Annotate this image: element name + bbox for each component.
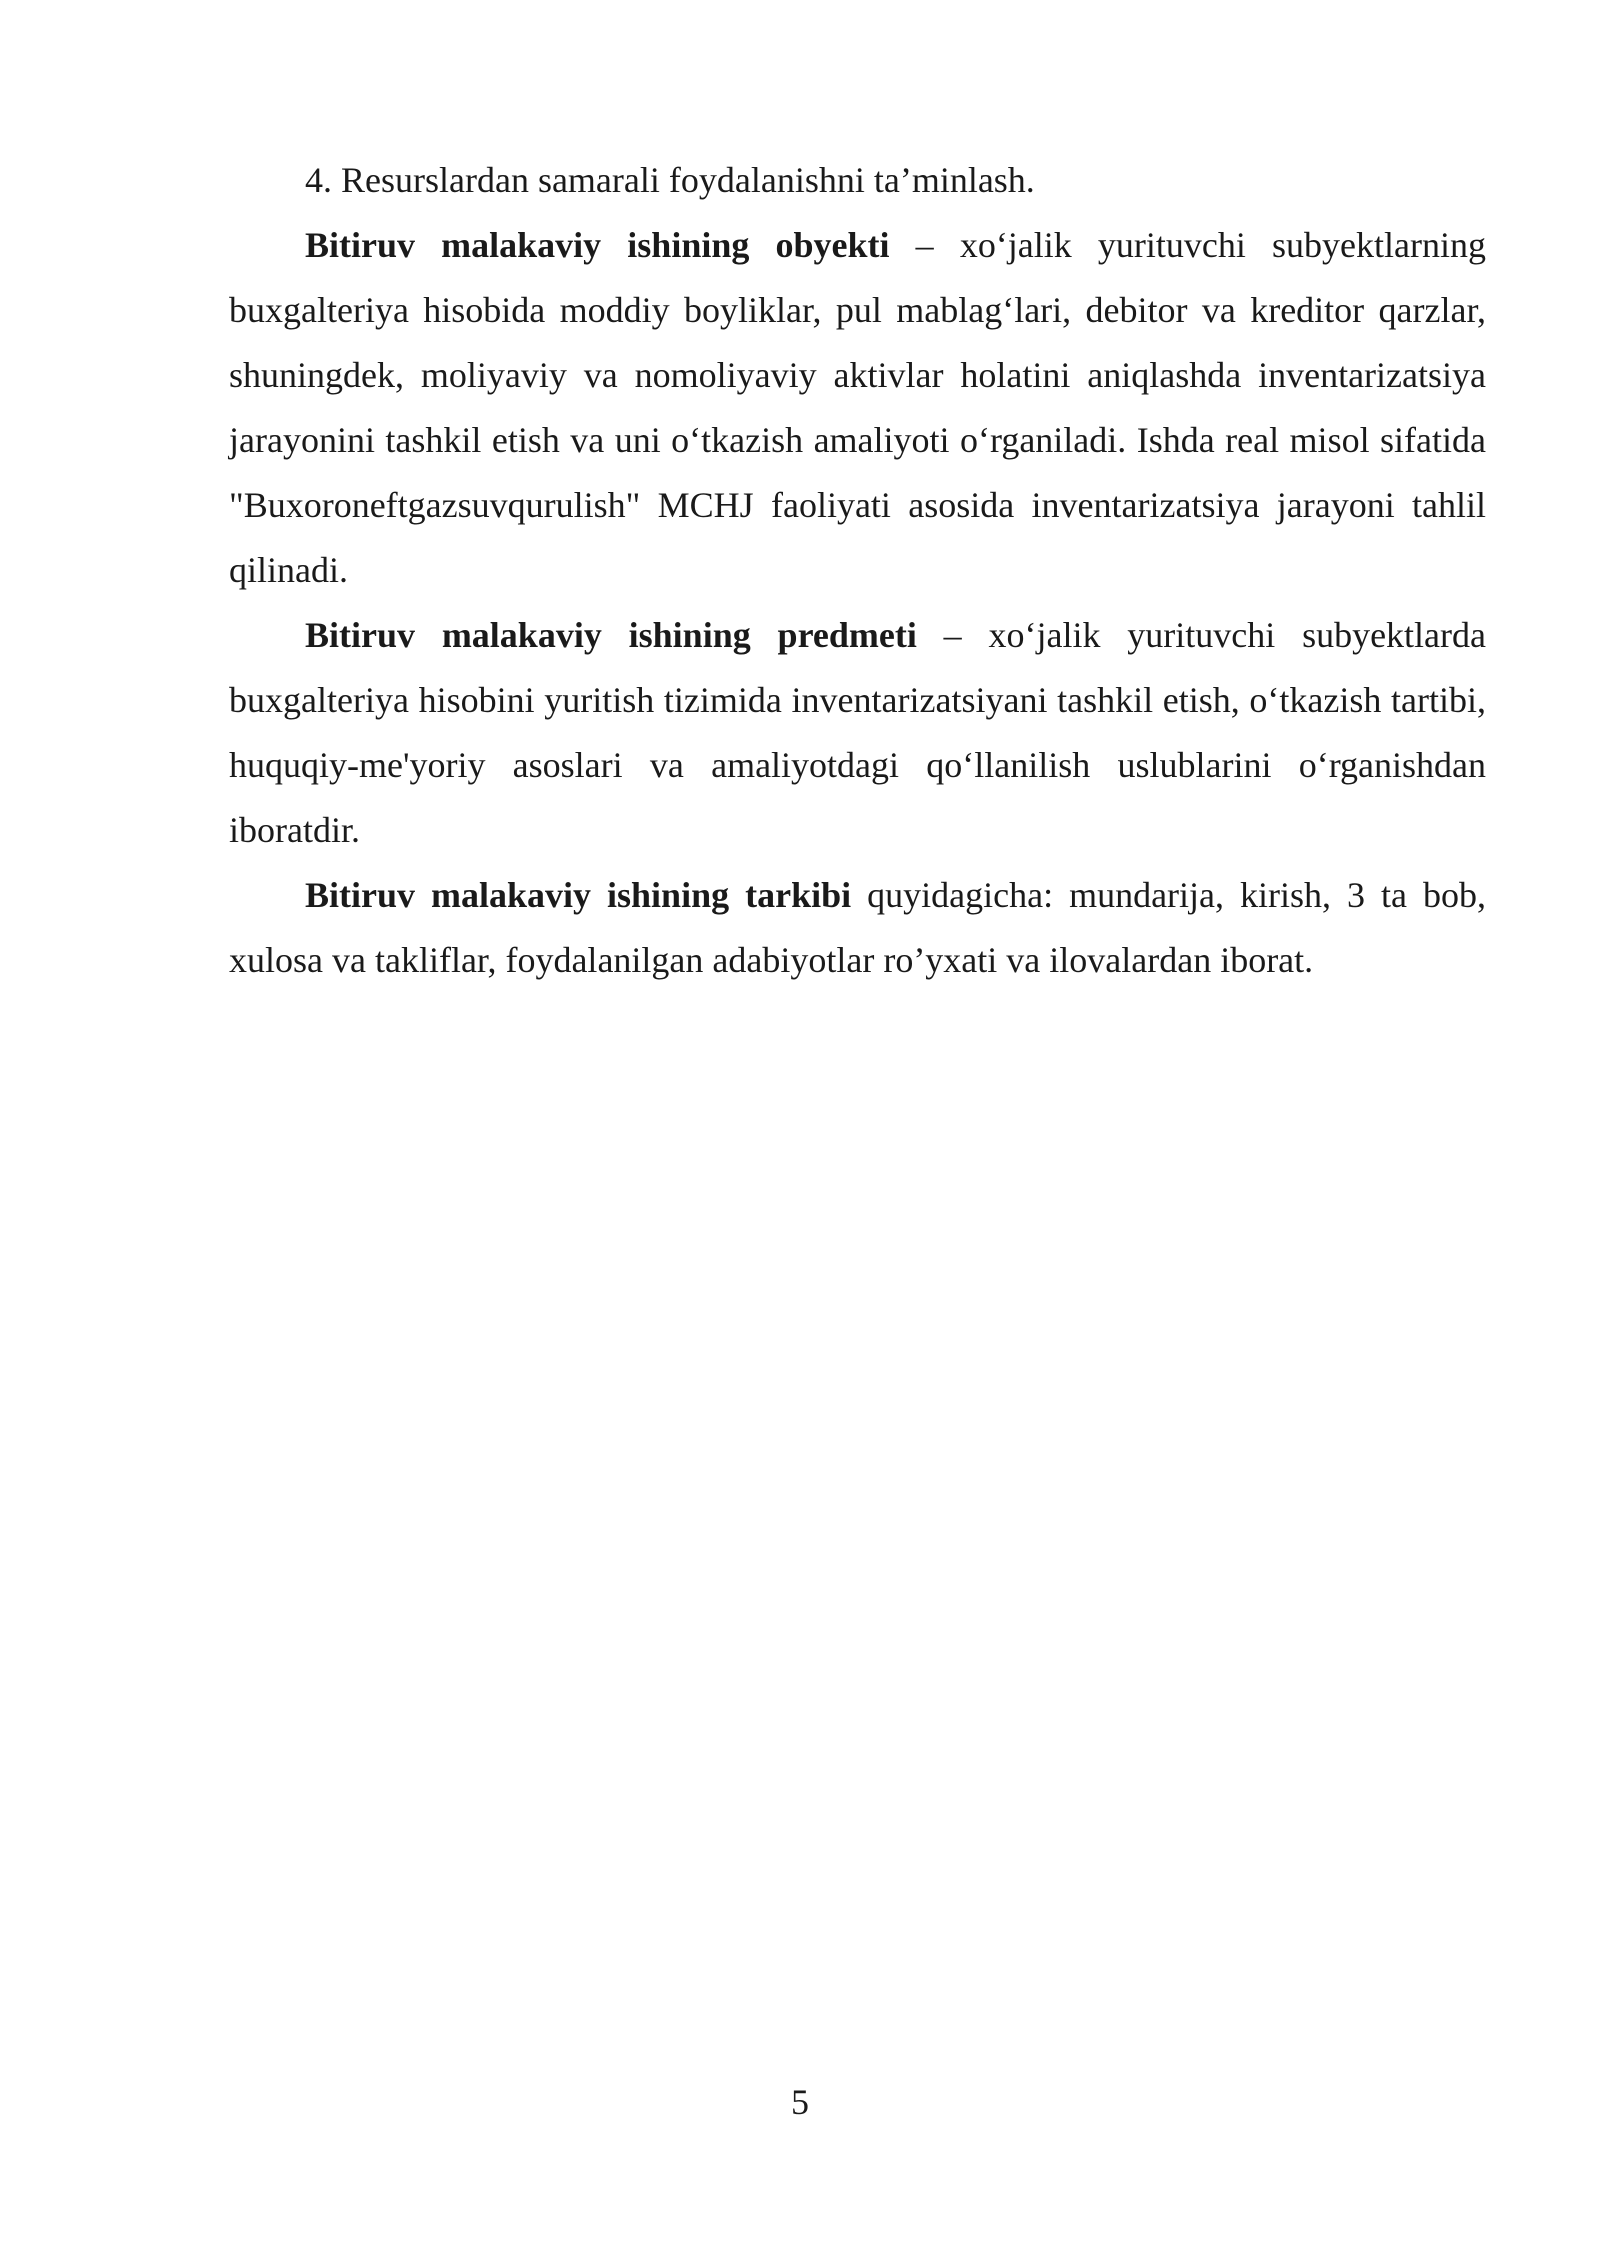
paragraph-lead: Bitiruv malakaviy ishining tarkibi bbox=[305, 875, 852, 915]
page-number: 5 bbox=[791, 2082, 809, 2122]
paragraph-text: – xo‘jalik yurituvchi subyektlarda buxgalteriya hisobini yuritish tizimida inventarizatsiyani tashkil etish, o‘tkazish tartibi, huquqiy-me'yoriy asoslari va amaliyotdagi qo‘llanilish uslublarini o‘rganishdan iboratdir. bbox=[229, 615, 1487, 850]
paragraph-lead: Bitiruv malakaviy ishining predmeti bbox=[305, 615, 917, 655]
body-text bbox=[229, 148, 1486, 993]
paragraph-lead: Bitiruv malakaviy ishining obyekti bbox=[305, 225, 890, 265]
paragraph-goal-4 bbox=[229, 148, 1486, 213]
paragraph-text: 4. Resurslardan samarali foydalanishni ta’minlash. bbox=[305, 160, 1035, 200]
paragraph-text: – xo‘jalik yurituvchi subyektlarning buxgalteriya hisobida moddiy boyliklar, pul mablag‘lari, debitor va kreditor qarzlar, shuningdek, moliyaviy va nomoliyaviy aktivlar holatini aniqlashda inventarizatsiya jarayonini tashkil etish va uni o‘tkazish amaliyoti o‘rganiladi. Ishda real misol sifatida "Buxoroneftgazsuvqurulish" MCHJ faoliyati asosida inventarizatsiya jarayoni tahlil qilinadi. bbox=[229, 225, 1486, 590]
paragraph-text: quyidagicha: mundarija, kirish, 3 ta bob, xulosa va takliflar, foydalanilgan adabiyotlar ro’yxati va ilovalardan iborat. bbox=[229, 875, 1486, 980]
paragraph-subject bbox=[229, 603, 1486, 863]
paragraph-structure bbox=[229, 863, 1486, 993]
paragraph-object bbox=[229, 213, 1486, 603]
